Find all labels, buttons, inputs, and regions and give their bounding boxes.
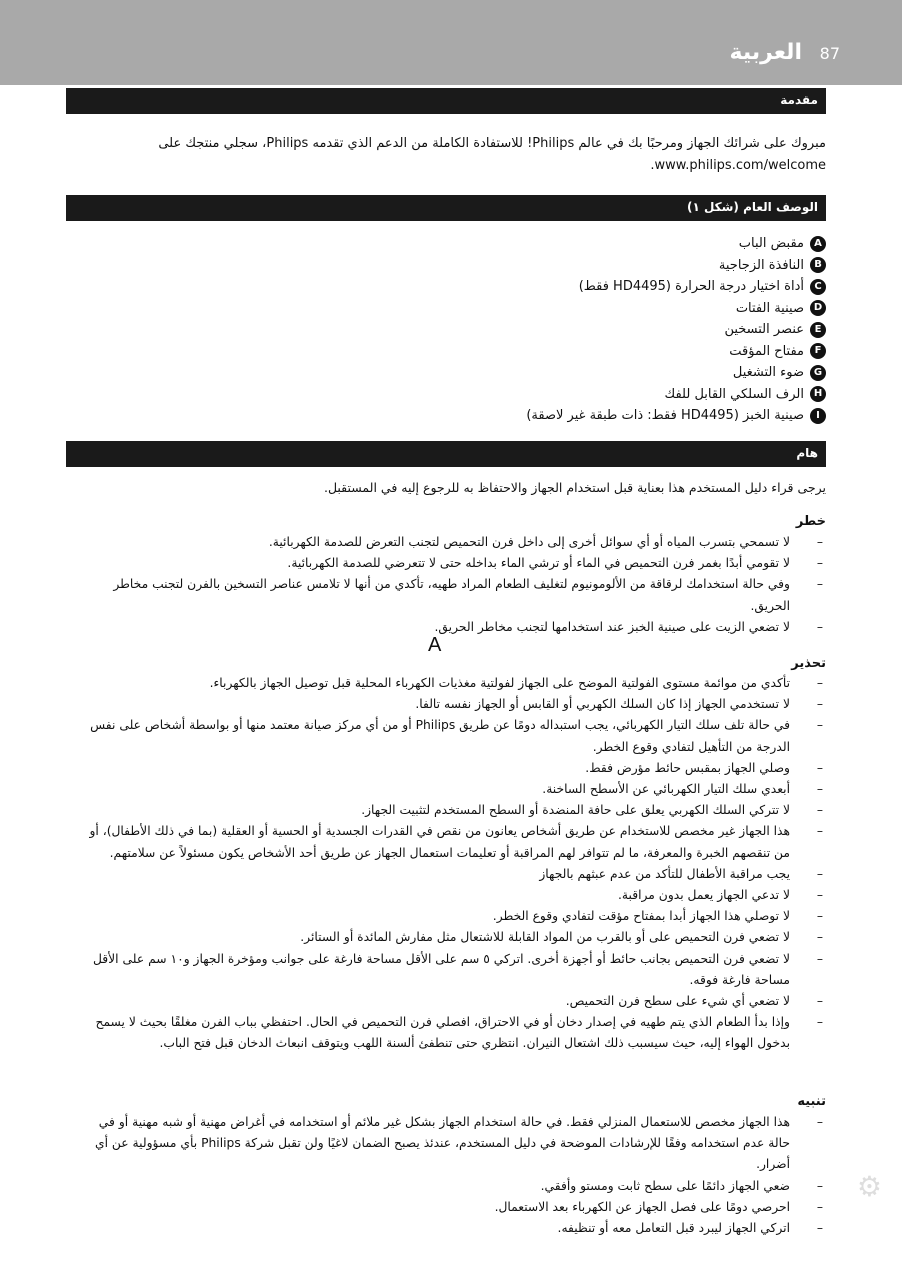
bullet-item [66, 800, 826, 821]
component-list [400, 233, 826, 427]
bullet-dash: – [816, 951, 824, 966]
bullet-text: يجب مراقبة الأطفال للتأكد من عدم عبثهم بالجهاز [539, 866, 790, 881]
bullet-item [66, 1218, 826, 1239]
component-label: صينية الفتات [735, 300, 804, 316]
bullet-text: هذا الجهاز غير مخصص للاستخدام عن طريق أشخاص يعانون من نقص في القدرات الجسدية أو الحسية أو العقلية (بما في ذلك الأطفال)، أو من تنقصهم الخبرة والمعرفة، ما لم تتوافر لهم المراقبة أو تعليمات استعمال الجهاز عن طريق أحد الأشخاص يكون مسئولاً عن سلامتهم. [89, 824, 790, 860]
bullet-item [66, 553, 826, 574]
bullet-item [66, 779, 826, 800]
bullet-text: ضعي الجهاز دائمًا على سطح ثابت ومستو وأفقي. [540, 1178, 790, 1193]
bullet-item [66, 821, 826, 863]
bullet-item [66, 574, 826, 616]
component-label: مفتاح المؤقت [729, 343, 804, 359]
caution-list [66, 1112, 826, 1239]
bullet-item [66, 927, 826, 948]
bullet-text: لا تضعي أي شيء على سطح فرن التحميص. [565, 994, 790, 1009]
component-item [400, 233, 826, 255]
bullet-item [66, 1197, 826, 1218]
bullet-text: احرصي دومًا على فصل الجهاز عن الكهرباء بعد الاستعمال. [494, 1199, 790, 1214]
component-letter-badge: A [810, 236, 826, 252]
component-item [400, 319, 826, 341]
warning-title: تحذير [791, 656, 826, 671]
component-letter-badge: H [810, 386, 826, 402]
bullet-item [66, 906, 826, 927]
component-letter-badge: B [810, 257, 826, 273]
component-item [400, 362, 826, 384]
bullet-item [66, 864, 826, 885]
bullet-dash: – [816, 1178, 824, 1193]
bullet-dash: – [816, 1015, 824, 1030]
bullet-dash: – [816, 535, 824, 549]
bullet-item [66, 758, 826, 779]
page-header-bar [0, 0, 902, 85]
component-letter-badge: C [810, 279, 826, 295]
bullet-dash: – [816, 824, 824, 839]
bullet-text: اتركي الجهاز ليبرد قبل التعامل معه أو تنظيفه. [557, 1221, 790, 1236]
overview-heading: الوصف العام (شكل ١) [66, 195, 826, 221]
component-label: مقبض الباب [738, 236, 804, 251]
bullet-text: في حالة تلف سلك التيار الكهربائي، يجب استبداله دومًا عن طريق Philips أو من أي مركز صيانة معتمد منها أو بواسطة أشخاص على نفس الدرجة من التأهيل لتفادي وقوع الخطر. [90, 718, 790, 754]
bullet-text: وصلي الجهاز بمقبس حائط مؤرض فقط. [585, 760, 790, 775]
bullet-dash: – [816, 888, 824, 903]
component-letter-badge: E [810, 322, 826, 338]
bullet-dash: – [816, 1199, 824, 1214]
bullet-item [66, 991, 826, 1012]
danger-list [66, 532, 826, 638]
component-letter-badge: G [810, 365, 826, 381]
intro-text: مبروك على شرائك الجهاز ومرحبًا بك في عالم Philips! للاستفادة الكاملة من الدعم الذي تقدمه Philips، سجلي منتجك على www.philips.com/welcome. [158, 136, 826, 173]
bullet-dash: – [816, 994, 824, 1009]
component-label: عنصر التسخين [724, 322, 804, 337]
bullet-text: وإذا بدأ الطعام الذي يتم طهيه في إصدار دخان أو في الاحتراق، افصلي فرن التحميص في الحال. احتفظي بباب الفرن مغلقًا بحيث لا يسمح بدخول الهواء إليه، حيث سيسبب ذلك اشتعال النيران. انتظري حتى تنطفئ ألسنة اللهب ويتوقف انبعاث الدخان قبل فتح الباب. [95, 1015, 790, 1051]
bullet-item [66, 1112, 826, 1176]
component-label: الرف السلكي القابل للفك [664, 386, 804, 402]
bullet-dash: – [816, 909, 824, 924]
bullet-text: تأكدي من موائمة مستوى الفولتية الموضح على الجهاز لفولتية مغذيات الكهرباء المحلية قبل توصيل الجهاز بالكهرباء. [209, 676, 790, 690]
bullet-dash: – [816, 676, 824, 690]
bullet-item [66, 715, 826, 757]
bullet-dash: – [816, 1115, 824, 1129]
bullet-text: لا تضعي فرن التحميص على أو بالقرب من المواد القابلة للاشتعال مثل مفارش المائدة أو الستائر. [300, 930, 790, 945]
bullet-item [66, 1012, 826, 1054]
bullet-dash: – [816, 782, 824, 797]
bullet-item [66, 694, 826, 715]
language-title: العربية [729, 40, 802, 65]
bullet-text: هذا الجهاز مخصص للاستعمال المنزلي فقط. في حالة استخدام الجهاز بشكل غير ملائم أو استخدامه في أغراض مهنية أو شبه مهنية أو في حالة عدم استخدامه وفقًا للإرشادات الموضحة في دليل المستخدم، عندئذ يصبح الضمان لاغيًا ولن تقبل شركة Philips بأي مسؤولية عن أي أضرار. [94, 1115, 790, 1172]
component-letter-badge: F [810, 343, 826, 359]
bullet-text: لا توصلي هذا الجهاز أبدا بمفتاح مؤقت لتفادي وقوع الخطر. [492, 909, 790, 924]
bullet-dash: – [816, 718, 824, 733]
component-label: صينية الخبز (HD4495 فقط: ذات طبقة غير لاصقة) [526, 408, 804, 423]
figure-label: A [428, 634, 442, 656]
bullet-text: لا تتركي السلك الكهربي يعلق على حافة المنضدة أو السطح المستخدم لتثبيت الجهاز. [361, 803, 790, 818]
component-item [400, 341, 826, 363]
component-letter-badge: I [810, 408, 826, 424]
component-item [400, 255, 826, 277]
bullet-dash: – [816, 619, 824, 634]
caution-title: تنبيه [797, 1094, 826, 1109]
component-label: النافذة الزجاجية [718, 257, 804, 273]
warning-list [66, 673, 826, 1055]
bullet-dash: – [816, 760, 824, 775]
component-item [400, 384, 826, 406]
bullet-text: لا تسمحي بتسرب المياه أو أي سوائل أخرى إلى داخل فرن التحميص لتجنب التعرض للصدمة الكهربائية. [268, 535, 790, 549]
bullet-text: لا تضعي فرن التحميص بجانب حائط أو أجهزة أخرى. اتركي ٥ سم على الأقل مساحة فارغة على جوانب ومؤخرة الجهاز و١٠ سم على الأقل مساحة فارغة فوقه. [92, 951, 790, 987]
bullet-text: لا تضعي الزيت على صينية الخبز عند استخدامها لتجنب مخاطر الحريق. [434, 619, 790, 634]
important-intro: يرجى قراء دليل المستخدم هذا بعناية قبل استخدام الجهاز والاحتفاظ به للرجوع إليه في المستقبل. [323, 480, 826, 495]
component-item [400, 276, 826, 298]
bullet-dash: – [816, 556, 824, 571]
bullet-dash: – [816, 803, 824, 818]
page-number: 87 [819, 44, 840, 63]
bullet-item [66, 885, 826, 906]
component-item [400, 298, 826, 320]
component-label: أداة اختيار درجة الحرارة (HD4495 فقط) [578, 279, 804, 294]
bullet-text: وفي حالة استخدامك لرقاقة من الألومونيوم لتغليف الطعام المراد طهيه، تأكدي من أنها لا تلامس عناصر التسخين بالفرن لتجنب مخاطر الحريق. [113, 577, 790, 613]
intro-heading: مقدمة [66, 88, 826, 114]
bullet-text: لا تقومي أبدًا بغمر فرن التحميص في الماء أو ترشي الماء بداخله حتى لا تتعرضي للصدمة الكهربائية. [287, 556, 790, 571]
component-label: ضوء التشغيل [732, 365, 804, 380]
important-heading: هام [66, 441, 826, 467]
bullet-text: لا تدعي الجهاز يعمل بدون مراقبة. [618, 888, 790, 903]
bullet-item [66, 617, 826, 638]
bullet-dash: – [816, 930, 824, 945]
bullet-item [66, 532, 826, 553]
component-item [400, 405, 826, 427]
bullet-dash: – [816, 1221, 824, 1236]
bullet-item [66, 949, 826, 991]
bullet-text: أبعدي سلك التيار الكهربائي عن الأسطح الساخنة. [542, 782, 790, 797]
bullet-dash: – [816, 866, 824, 881]
bullet-dash: – [816, 577, 824, 592]
danger-title: خطر [795, 514, 826, 529]
bullet-dash: – [816, 697, 824, 712]
bullet-item [66, 673, 826, 694]
watermark-logo: ⚙ [856, 1170, 882, 1203]
bullet-text: لا تستخدمي الجهاز إذا كان السلك الكهربي أو القابس أو الجهاز نفسه تالفا. [415, 697, 790, 712]
bullet-item [66, 1176, 826, 1197]
component-letter-badge: D [810, 300, 826, 316]
